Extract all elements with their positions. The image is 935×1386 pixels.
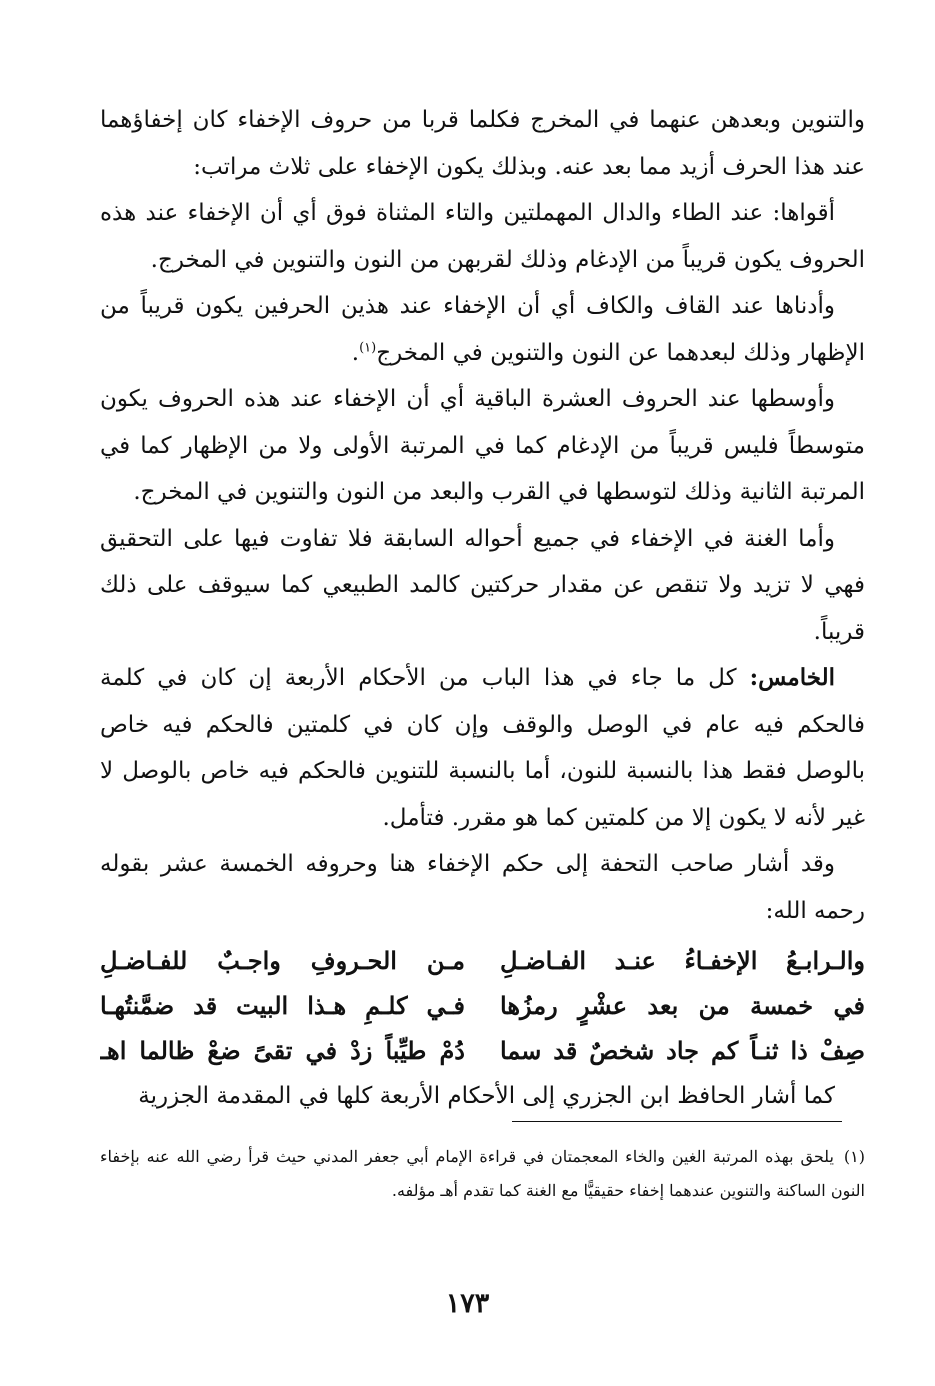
paragraph-7: وقد أشار صاحب التحفة إلى حكم الإخفاء هنا وحروفه الخمسة عشر بقوله رحمه الله:: [100, 851, 865, 924]
footnote-separator: [512, 1121, 842, 1122]
footnote-marker: (١): [843, 1147, 865, 1166]
closing-line: كما أشار الحافظ ابن الجزري إلى الأحكام الأربعة كلها في المقدمة الجزرية: [138, 1083, 835, 1109]
paragraph-2: أقواها: عند الطاء والدال المهملتين والتاء المثناة فوق أي أن الإخفاء عند هذه الحروف يكون قريباً من الإدغام وذلك لقربهن من النون والتنوين في المخرج.: [100, 200, 865, 273]
paragraph-6: الخامس: كل ما جاء في هذا الباب من الأحكام الأربعة إن كان في كلمة فالحكم فيه عام في الوصل والوقف وإن كان في كلمتين فالحكم فيه خاص بالوصل فقط هذا بالنسبة للنون، أما بالنسبة للتنوين فالحكم فيه خاص بالوصل لا غير لأنه لا يكون إلا من كلمتين كما هو مقرر. فتأمل.: [100, 664, 865, 831]
poem: [100, 938, 865, 1073]
verse-first-hemistich: صِفْ ذا ثنـاً كم جاد شخصٌ قد سما: [500, 1036, 865, 1065]
footnote-reference: (١): [359, 339, 377, 355]
footnote-text: يلحق بهذه المرتبة الغين والخاء المعجمتان في قراءة الإمام أبي جعفر المدني حيث قرأ رضي الله عنه بإخفاء النون الساكنة والتنوين عندهما إخفاء حقيقيًّا مع الغنة كما تقدم أهـ مؤلفه.: [100, 1147, 865, 1200]
paragraph-4: وأوسطها عند الحروف العشرة الباقية أي أن الإخفاء عند هذه الحروف يكون متوسطاً فليس قريباً من الإدغام كما في المرتبة الأولى ولا من الإظهار كما في المرتبة الثانية وذلك لتوسطها في القرب والبعد من النون والتنوين في المخرج.: [100, 386, 865, 505]
poem-verse-2: [100, 983, 865, 1028]
verse-second-hemistich: دُمْ طيِّباً زدْ في تقىً ضعْ ظالما اهـ: [100, 1036, 465, 1065]
paragraph-3: وأدناها عند القاف والكاف أي أن الإخفاء عند هذين الحرفين يكون قريباً من الإظهار وذلك لبعدهما عن النون والتنوين في المخرج$^{(١)}$.: [100, 293, 865, 366]
main-text: [100, 97, 865, 1120]
poem-verse-1: [100, 938, 865, 983]
verse-first-hemistich: والـرابـعُ الإخفـاءُ عنـد الفـاضـلِ: [500, 946, 865, 975]
paragraph-1: والتنوين وبعدهن عنهما في المخرج فكلما قربا من حروف الإخفاء كان إخفاؤهما عند هذا الحرف أزيد مما بعد عنه. وبذلك يكون الإخفاء على ثلاث مراتب:: [100, 107, 865, 180]
footnotes: [100, 1140, 865, 1208]
verse-second-hemistich: مـن الحـروفِ واجـبٌ للفـاضـلِ: [100, 946, 465, 975]
poem-verse-3: [100, 1028, 865, 1073]
paragraph-5: وأما الغنة في الإخفاء في جميع أحواله السابقة فلا تفاوت فيها على التحقيق فهي لا تزيد ولا تنقص عن مقدار حركتين كالمد الطبيعي كما سيوقف على ذلك قريباً.: [100, 525, 865, 645]
page-number: ١٧٣: [445, 1288, 490, 1319]
verse-first-hemistich: في خمسة من بعد عشْرٍ رمزُها: [500, 991, 865, 1020]
footnote-1: [100, 1140, 865, 1208]
section-lead: الخامس:: [749, 664, 835, 691]
verse-second-hemistich: فـي كلـمِ هـذا البيت قد ضمَّنتُهـا: [100, 991, 465, 1020]
